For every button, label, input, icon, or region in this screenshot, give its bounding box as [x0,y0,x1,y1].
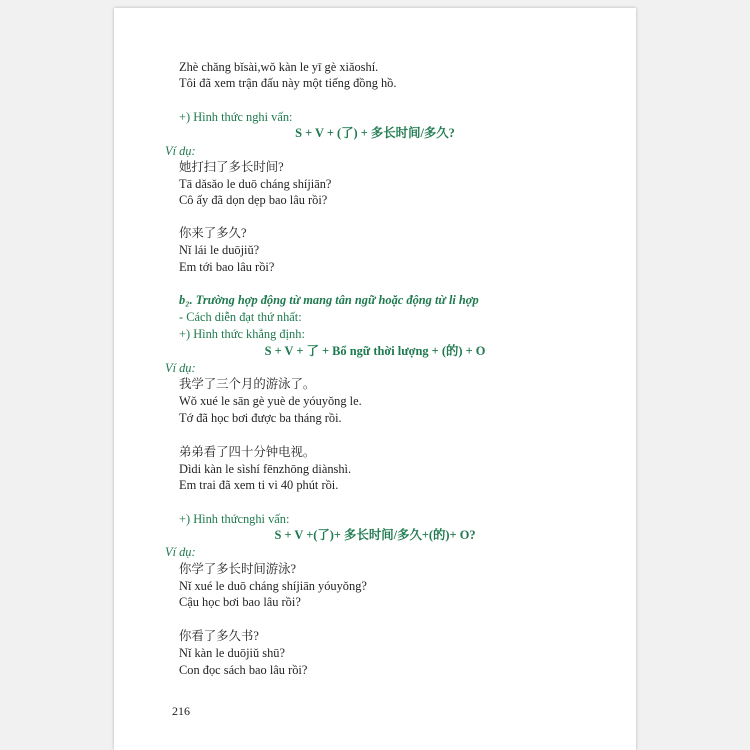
chinese-line: 你看了多久书? [179,629,259,643]
pinyin-line: Wǒ xué le sān gè yuè de yóuyǒng le. [179,394,362,408]
affirmative-form-heading: +) Hình thức khẳng định: [179,327,305,341]
affirmative-formula: S + V + 了 + Bổ ngữ thời lượng + (的) + O [264,344,486,358]
chinese-line: 她打扫了多长时间? [179,160,284,174]
chinese-line: 我学了三个月的游泳了。 [179,377,316,391]
chinese-line: 你学了多长时间游泳? [179,562,297,576]
pinyin-line: Nǐ lái le duōjiǔ? [179,243,260,257]
method-heading: - Cách diễn đạt thứ nhất: [179,310,302,324]
question-form-heading: +) Hình thứcnghi vấn: [179,512,290,526]
pinyin-line: Nǐ kàn le duōjiǔ shū? [179,646,285,660]
chinese-line: 你来了多久? [179,226,247,240]
page-number: 216 [172,704,190,718]
translation-line: Con đọc sách bao lâu rồi? [179,663,308,677]
translation-line: Cô ấy đã dọn dẹp bao lâu rồi? [179,193,328,207]
book-page [114,8,636,750]
pinyin-line: Zhè chǎng bǐsài,wǒ kàn le yī gè xiǎoshí. [179,60,379,74]
example-label: Ví dụ: [165,144,196,158]
section-heading-b2: b₂. Trường hợp động từ mang tân ngữ hoặc động từ li hợp [179,293,479,307]
question-formula: S + V + (了) + 多长时间/多久? [295,126,455,140]
translation-line: Tớ đã học bơi được ba tháng rồi. [179,411,342,425]
question-formula: S + V +(了)+ 多长时间/多久+(的)+ O? [274,528,476,542]
example-label: Ví dụ: [165,545,196,559]
translation-line: Tôi đã xem trận đấu này một tiếng đồng hồ. [179,76,397,90]
translation-line: Em tới bao lâu rồi? [179,260,275,274]
pinyin-line: Tā dǎsǎo le duō cháng shíjiān? [179,177,332,191]
chinese-line: 弟弟看了四十分钟电视。 [179,445,316,459]
translation-line: Cậu học bơi bao lâu rồi? [179,595,301,609]
translation-line: Em trai đã xem ti vi 40 phút rồi. [179,478,339,492]
pinyin-line: Dìdi kàn le sìshí fēnzhōng diànshì. [179,462,352,476]
pinyin-line: Nǐ xué le duō cháng shíjiān yóuyǒng? [179,579,367,593]
example-label: Ví dụ: [165,361,196,375]
question-form-heading: +) Hình thức nghi vấn: [179,110,293,124]
